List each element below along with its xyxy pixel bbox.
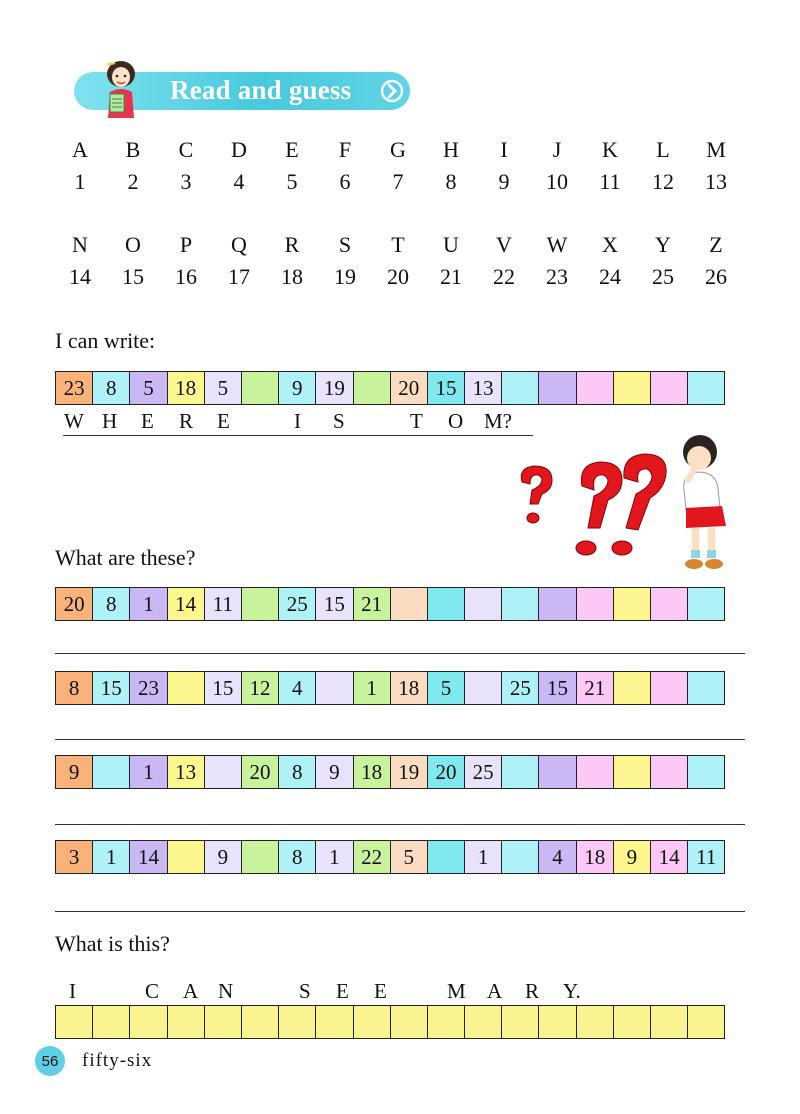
code-cell — [93, 756, 130, 788]
answer-letter: S — [333, 409, 345, 433]
answer-cell[interactable] — [465, 1006, 502, 1038]
code-cell — [242, 588, 279, 620]
code-cell: 1 — [316, 841, 353, 873]
code-cell: 15 — [93, 672, 130, 704]
answer-cell[interactable] — [93, 1006, 130, 1038]
sentence-letter: A — [183, 979, 199, 1003]
code-cell — [614, 372, 651, 404]
arrow-right-icon — [380, 79, 404, 103]
code-cell: 5 — [428, 672, 465, 704]
answer-cell[interactable] — [242, 1006, 279, 1038]
code-cell: 21 — [354, 588, 391, 620]
code-cell: 5 — [130, 372, 167, 404]
code-cell: 21 — [577, 672, 614, 704]
code-cell — [539, 756, 576, 788]
code-cell: 22 — [354, 841, 391, 873]
answer-letter: H — [102, 409, 118, 433]
heading-what-is-this: What is this? — [55, 931, 170, 956]
alphabet-letter: M — [706, 137, 726, 162]
answer-cell[interactable] — [651, 1006, 688, 1038]
sentence-letter: Y. — [563, 979, 581, 1003]
alphabet-number: 20 — [387, 264, 409, 289]
alphabet-letter: K — [602, 137, 618, 162]
code-cell: 4 — [279, 672, 316, 704]
code-cell — [688, 756, 725, 788]
answer-cell[interactable] — [168, 1006, 205, 1038]
alphabet-number: 3 — [180, 169, 192, 194]
answer-cell[interactable] — [688, 1006, 725, 1038]
code-cell — [242, 372, 279, 404]
alphabet-number: 2 — [127, 169, 139, 194]
answer-line-2[interactable] — [55, 739, 745, 740]
code-cell: 11 — [688, 841, 725, 873]
sentence-letter: E — [374, 979, 387, 1003]
code-cell: 9 — [205, 841, 242, 873]
code-cell: 9 — [56, 756, 93, 788]
code-cell: 9 — [279, 372, 316, 404]
code-cell — [502, 756, 539, 788]
answer-letter: E — [141, 409, 154, 433]
code-cell — [577, 588, 614, 620]
alphabet-number: 19 — [334, 264, 356, 289]
sentence-letter: E — [336, 979, 349, 1003]
alphabet-letter: C — [178, 137, 194, 162]
alphabet-number: 1 — [74, 169, 86, 194]
sentence-letter: R — [525, 979, 540, 1003]
alphabet-number: 24 — [599, 264, 621, 289]
alphabet-letter: X — [602, 232, 618, 257]
code-row-4 — [55, 840, 725, 874]
code-cell: 15 — [205, 672, 242, 704]
code-cell: 20 — [428, 756, 465, 788]
answer-cell[interactable] — [614, 1006, 651, 1038]
code-cell — [688, 588, 725, 620]
code-cell: 15 — [316, 588, 353, 620]
answer-letter: I — [294, 409, 301, 433]
alphabet-letter: O — [125, 232, 141, 257]
code-cell: 20 — [242, 756, 279, 788]
code-cell: 9 — [614, 841, 651, 873]
code-cell: 23 — [130, 672, 167, 704]
code-cell: 19 — [391, 756, 428, 788]
code-cell: 15 — [539, 672, 576, 704]
alphabet-letter: D — [231, 137, 247, 162]
alphabet-letter: B — [125, 137, 141, 162]
code-cell — [577, 756, 614, 788]
alphabet-number: 23 — [546, 264, 568, 289]
code-cell — [577, 372, 614, 404]
alphabet-number: 6 — [339, 169, 351, 194]
code-cell: 25 — [502, 672, 539, 704]
answer-line-3[interactable] — [55, 824, 745, 825]
alphabet-letter: L — [656, 137, 670, 162]
code-cell: 8 — [279, 756, 316, 788]
code-row-2 — [55, 671, 725, 705]
page-number-badge: 56 — [35, 1046, 65, 1076]
alphabet-number: 16 — [175, 264, 197, 289]
code-cell — [316, 672, 353, 704]
code-cell: 18 — [577, 841, 614, 873]
thinking-boy-illustration — [672, 430, 736, 572]
code-cell: 8 — [93, 372, 130, 404]
alphabet-number: 11 — [599, 169, 621, 194]
code-cell: 8 — [93, 588, 130, 620]
code-cell — [502, 841, 539, 873]
code-cell — [502, 588, 539, 620]
answer-letter: T — [410, 409, 423, 433]
code-cell: 14 — [168, 588, 205, 620]
sentence-letter: N — [218, 979, 234, 1003]
answer-cell[interactable] — [316, 1006, 353, 1038]
code-cell — [688, 672, 725, 704]
answer-line-1[interactable] — [55, 653, 745, 654]
heading-what-are-these: What are these? — [55, 545, 196, 570]
alphabet-letter: U — [443, 232, 459, 257]
alphabet-number: 13 — [705, 169, 727, 194]
alphabet-number: 21 — [440, 264, 462, 289]
code-cell — [242, 841, 279, 873]
alphabet-letter: R — [284, 232, 300, 257]
code-cell: 18 — [354, 756, 391, 788]
alphabet-letter: V — [496, 232, 512, 257]
alphabet-letter: J — [552, 137, 562, 162]
code-cell — [168, 672, 205, 704]
answer-cell[interactable] — [539, 1006, 576, 1038]
answer-letter: R — [179, 409, 194, 433]
alphabet-number: 26 — [705, 264, 727, 289]
code-cell: 1 — [130, 588, 167, 620]
code-cell: 8 — [56, 672, 93, 704]
answer-letter: O — [448, 409, 464, 433]
code-cell: 5 — [205, 372, 242, 404]
code-cell: 14 — [651, 841, 688, 873]
answer-letter: E — [217, 409, 230, 433]
code-cell — [539, 588, 576, 620]
code-cell — [465, 588, 502, 620]
alphabet-letter: I — [500, 137, 508, 162]
example-answer-line — [63, 435, 533, 436]
code-cell: 3 — [56, 841, 93, 873]
alphabet-number: 12 — [652, 169, 674, 194]
code-cell — [614, 588, 651, 620]
code-row-example — [55, 371, 725, 405]
answer-letter: W — [64, 409, 84, 433]
answer-cell[interactable] — [428, 1006, 465, 1038]
code-cell — [688, 372, 725, 404]
alphabet-number: 7 — [392, 169, 404, 194]
alphabet-number: 15 — [122, 264, 144, 289]
code-cell — [651, 672, 688, 704]
code-cell: 1 — [354, 672, 391, 704]
code-cell: 1 — [130, 756, 167, 788]
alphabet-number: 4 — [233, 169, 245, 194]
alphabet-letter: Q — [231, 232, 247, 257]
code-cell: 25 — [279, 588, 316, 620]
alphabet-number: 8 — [445, 169, 457, 194]
alphabet-letter: S — [338, 232, 352, 257]
alphabet-number: 14 — [69, 264, 91, 289]
sentence-letter: C — [145, 979, 160, 1003]
code-cell — [539, 372, 576, 404]
page-number-words: fifty-six — [82, 1050, 153, 1071]
code-cell: 13 — [465, 372, 502, 404]
answer-line-4[interactable] — [55, 911, 745, 912]
alphabet-letter: G — [390, 137, 406, 162]
answer-cell[interactable] — [502, 1006, 539, 1038]
code-cell — [428, 841, 465, 873]
alphabet-number: 17 — [228, 264, 250, 289]
code-cell — [168, 841, 205, 873]
code-cell — [205, 756, 242, 788]
code-cell — [651, 372, 688, 404]
code-cell: 11 — [205, 588, 242, 620]
code-cell — [502, 372, 539, 404]
sentence-letter: I — [69, 979, 76, 1003]
answer-cell[interactable] — [130, 1006, 167, 1038]
question-marks-illustration — [508, 448, 678, 568]
code-cell: 20 — [56, 588, 93, 620]
code-cell: 4 — [539, 841, 576, 873]
code-cell: 20 — [391, 372, 428, 404]
alphabet-letter: W — [546, 232, 568, 257]
alphabet-letter: A — [72, 137, 88, 162]
code-cell: 8 — [279, 841, 316, 873]
code-cell — [465, 672, 502, 704]
code-cell — [651, 588, 688, 620]
girl-reading-illustration — [96, 58, 146, 120]
code-cell: 25 — [465, 756, 502, 788]
sentence-letter: S — [299, 979, 311, 1003]
sentence-letter: A — [487, 979, 503, 1003]
code-cell: 5 — [391, 841, 428, 873]
sentence-letter: M — [447, 979, 466, 1003]
alphabet-number: 10 — [546, 169, 568, 194]
code-cell: 14 — [130, 841, 167, 873]
alphabet-number: 22 — [493, 264, 515, 289]
code-cell: 15 — [428, 372, 465, 404]
code-cell: 19 — [316, 372, 353, 404]
alphabet-letter: F — [338, 137, 352, 162]
answer-cell[interactable] — [354, 1006, 391, 1038]
alphabet-number: 5 — [286, 169, 298, 194]
answer-cell[interactable] — [56, 1006, 93, 1038]
alphabet-letter: E — [285, 137, 299, 162]
code-row-1 — [55, 587, 725, 621]
answer-code-row[interactable] — [55, 1005, 725, 1039]
code-cell: 18 — [391, 672, 428, 704]
answer-cell[interactable] — [279, 1006, 316, 1038]
answer-cell[interactable] — [205, 1006, 242, 1038]
answer-cell[interactable] — [391, 1006, 428, 1038]
alphabet-number: 25 — [652, 264, 674, 289]
alphabet-letter: Y — [655, 232, 671, 257]
code-cell: 9 — [316, 756, 353, 788]
heading-i-can-write: I can write: — [55, 328, 156, 353]
code-cell: 23 — [56, 372, 93, 404]
answer-cell[interactable] — [577, 1006, 614, 1038]
banner-title: Read and guess — [170, 75, 352, 105]
code-cell: 12 — [242, 672, 279, 704]
code-cell — [428, 588, 465, 620]
alphabet-number: 9 — [498, 169, 510, 194]
code-cell — [651, 756, 688, 788]
alphabet-letter: N — [72, 232, 88, 257]
alphabet-letter: Z — [709, 232, 723, 257]
code-cell: 1 — [465, 841, 502, 873]
alphabet-letter: T — [391, 232, 405, 257]
code-cell — [614, 756, 651, 788]
code-cell — [614, 672, 651, 704]
answer-letter: M? — [484, 409, 512, 433]
code-cell — [354, 372, 391, 404]
code-row-3 — [55, 755, 725, 789]
code-cell: 1 — [93, 841, 130, 873]
alphabet-number: 18 — [281, 264, 303, 289]
code-cell: 18 — [168, 372, 205, 404]
code-cell: 13 — [168, 756, 205, 788]
code-cell — [391, 588, 428, 620]
alphabet-letter: H — [443, 137, 459, 162]
alphabet-letter: P — [179, 232, 193, 257]
